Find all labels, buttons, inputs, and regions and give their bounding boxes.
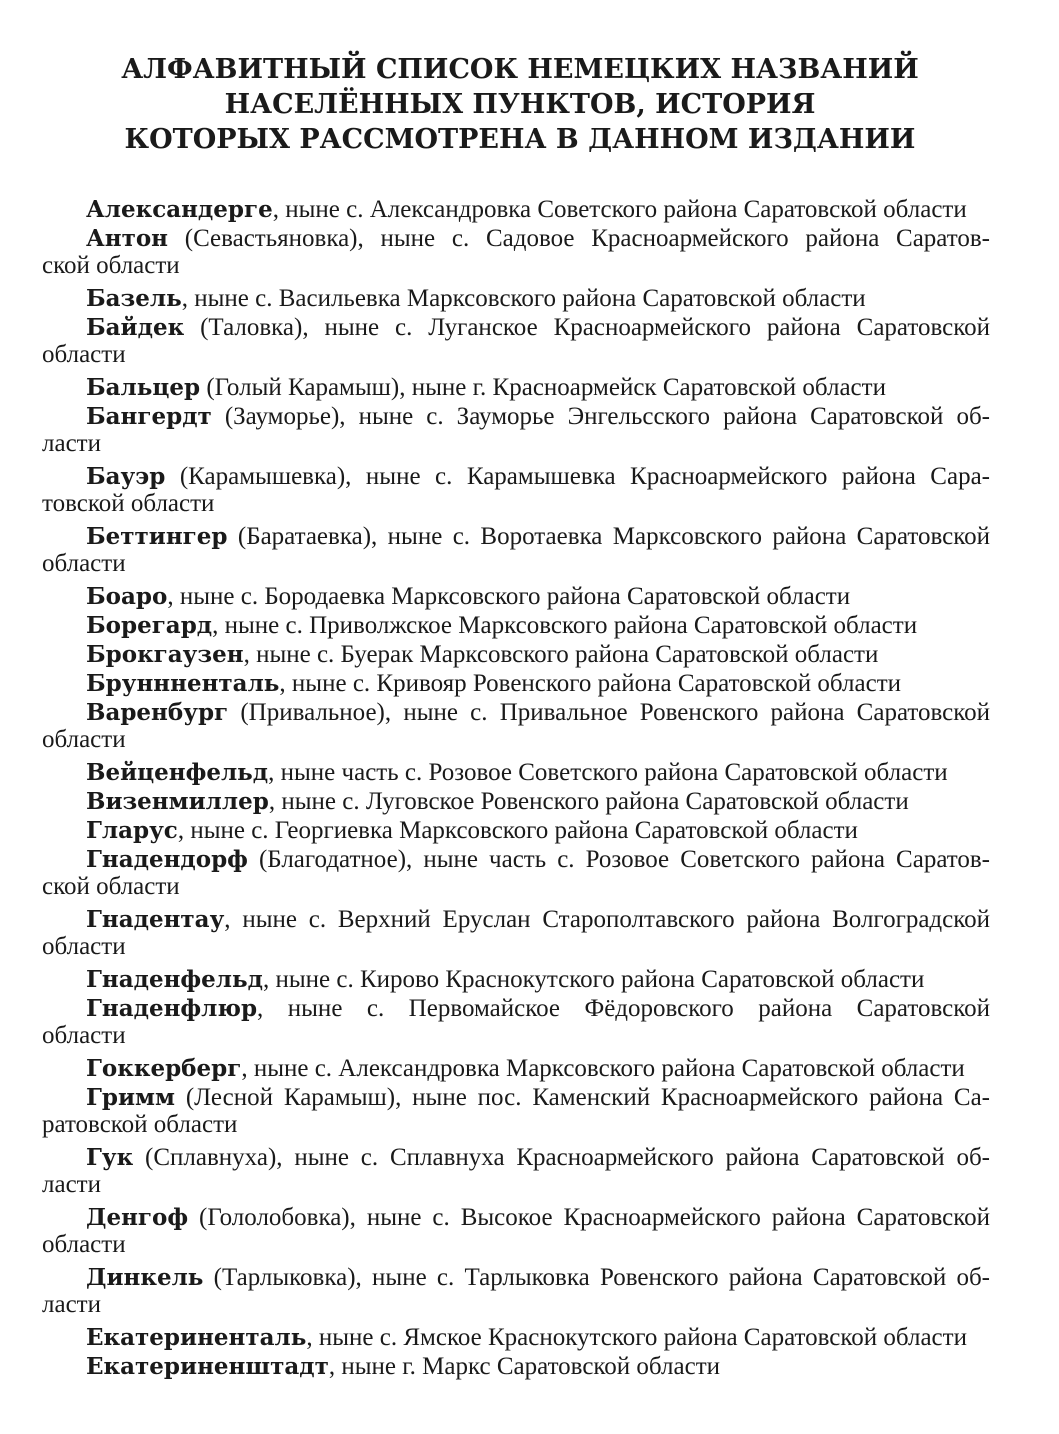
entry-description: , ныне с. Кривояр Ровенского района Саратовской области <box>279 670 901 697</box>
entry-continuation: ратовской области <box>42 1111 238 1138</box>
entry-name: Гоккерберг <box>86 1055 242 1082</box>
entry-continuation: ской области <box>42 252 180 279</box>
entry-line-1 <box>42 1144 990 1171</box>
list-item <box>42 817 990 844</box>
entry-line-1 <box>42 403 990 430</box>
entry-description: (Привальное), ныне с. Привальное Ровенского района Саратовской <box>228 699 990 726</box>
title-line-2: НАСЕЛЁННЫХ ПУНКТОВ, ИСТОРИЯ <box>224 89 816 120</box>
entry-description: , ныне с. Первомайское Фёдоровского района Саратовской <box>257 995 990 1022</box>
entry-line-1 <box>42 670 990 697</box>
entry-line-1 <box>42 612 990 639</box>
entry-continuation: области <box>42 1022 126 1049</box>
entry-line-1 <box>42 463 990 490</box>
entry-continuation: ласти <box>42 1171 101 1198</box>
entry-name: Вейценфельд <box>86 759 269 786</box>
list-item <box>42 225 990 279</box>
list-item <box>42 966 990 993</box>
entry-line-1 <box>42 966 990 993</box>
entry-line-1 <box>42 817 990 844</box>
list-item <box>42 759 990 786</box>
entry-name: Гнадентау <box>86 906 225 933</box>
page-title <box>60 52 980 157</box>
entry-name: Гнаденфлюр <box>86 995 258 1022</box>
entry-description: (Гололобовка), ныне с. Высокое Красноармейского района Саратовской <box>188 1204 990 1231</box>
entry-description: (Таловка), ныне с. Луганское Красноармейского района Саратовской <box>184 314 990 341</box>
entry-continuation: области <box>42 1231 126 1258</box>
entry-line-1 <box>42 906 990 933</box>
entry-continuation: области <box>42 726 126 753</box>
entry-description: , ныне с. Буерак Марксовского района Саратовской области <box>243 641 879 668</box>
entry-line-1 <box>42 1204 990 1231</box>
entry-name: Екатериненштадт <box>86 1353 329 1380</box>
entry-line-1 <box>42 374 990 401</box>
entry-name: Гнадендорф <box>86 846 248 873</box>
entry-description: (Тарлыковка), ныне с. Тарлыковка Ровенского района Саратовской об- <box>203 1264 990 1291</box>
entry-description: (Голый Карамыш), ныне г. Красноармейск Саратовской области <box>200 374 886 401</box>
entry-continuation: ской области <box>42 873 180 900</box>
entry-name: Брокгаузен <box>86 641 244 668</box>
list-item <box>42 374 990 401</box>
list-item <box>42 699 990 753</box>
entry-continuation: ласти <box>42 430 101 457</box>
entry-line-1 <box>42 1055 990 1082</box>
entry-description: (Карамышевка), ныне с. Карамышевка Красноармейского района Сара- <box>165 463 990 490</box>
entry-line-1 <box>42 583 990 610</box>
list-item <box>42 846 990 900</box>
entry-description: , ныне с. Александровка Советского района Саратовской области <box>272 196 967 223</box>
entry-name: Беттингер <box>86 523 228 550</box>
list-item <box>42 1264 990 1318</box>
list-item <box>42 1084 990 1138</box>
entry-name: Александерге <box>86 196 273 223</box>
entry-description: , ныне с. Александровка Марксовского района Саратовской области <box>241 1055 965 1082</box>
entry-name: Гримм <box>86 1084 175 1111</box>
list-item <box>42 612 990 639</box>
list-item <box>42 1353 990 1380</box>
entry-name: Бангердт <box>86 403 212 430</box>
title-line-1: АЛФАВИТНЫЙ СПИСОК НЕМЕЦКИХ НАЗВАНИЙ <box>121 54 919 85</box>
entry-name: Екатериненталь <box>86 1324 307 1351</box>
list-item <box>42 196 990 223</box>
entry-line-1 <box>42 1264 990 1291</box>
entry-continuation: области <box>42 550 126 577</box>
entry-continuation: ласти <box>42 1291 101 1318</box>
entry-continuation: товской области <box>42 490 215 517</box>
entry-line-1 <box>42 196 990 223</box>
entry-name: Боаро <box>86 583 168 610</box>
list-item <box>42 906 990 960</box>
entry-description: (Сплавнуха), ныне с. Сплавнуха Красноармейского района Саратовской об- <box>133 1144 990 1171</box>
list-item <box>42 670 990 697</box>
list-item <box>42 1144 990 1198</box>
entry-name: Антон <box>86 225 168 252</box>
entry-name: Бауэр <box>86 463 166 490</box>
entry-description: , ныне с. Бородаевка Марксовского района Саратовской области <box>167 583 851 610</box>
entry-line-1 <box>42 285 990 312</box>
entry-description: , ныне с. Луговское Ровенского района Саратовской области <box>268 788 909 815</box>
entry-line-1 <box>42 699 990 726</box>
list-item <box>42 641 990 668</box>
list-item <box>42 523 990 577</box>
entry-description: , ныне с. Приволжское Марксовского района Саратовской области <box>212 612 918 639</box>
entry-name: Динкель <box>86 1264 204 1291</box>
settlement-list <box>42 196 990 1382</box>
entry-name: Варенбург <box>86 699 229 726</box>
list-item <box>42 1204 990 1258</box>
entry-name: Борегард <box>86 612 213 639</box>
entry-name: Байдек <box>86 314 185 341</box>
entry-line-1 <box>42 1324 990 1351</box>
entry-continuation: области <box>42 933 126 960</box>
entry-name: Бруннненталь <box>86 670 280 697</box>
entry-description: , ныне с. Верхний Еруслан Старополтавского района Волгоградской <box>224 906 990 933</box>
entry-name: Бальцер <box>86 374 201 401</box>
entry-line-1 <box>42 1084 990 1111</box>
entry-line-1 <box>42 759 990 786</box>
list-item <box>42 1324 990 1351</box>
list-item <box>42 314 990 368</box>
list-item <box>42 995 990 1049</box>
list-item <box>42 583 990 610</box>
title-line-3: КОТОРЫХ РАССМОТРЕНА В ДАННОМ ИЗДАНИИ <box>124 124 916 155</box>
entry-name: Гларус <box>86 817 178 844</box>
entry-line-1 <box>42 1353 990 1380</box>
entry-continuation: области <box>42 341 126 368</box>
entry-name: Гнаденфельд <box>86 966 263 993</box>
entry-name: Базель <box>86 285 182 312</box>
list-item <box>42 463 990 517</box>
entry-line-1 <box>42 846 990 873</box>
list-item <box>42 1055 990 1082</box>
entry-line-1 <box>42 995 990 1022</box>
entry-name: Визенмиллер <box>86 788 269 815</box>
entry-description: (Баратаевка), ныне с. Воротаевка Марксовского района Саратовской <box>227 523 990 550</box>
entry-description: , ныне г. Маркс Саратовской области <box>328 1353 721 1380</box>
entry-description: , ныне с. Васильевка Марксовского района Саратовской области <box>181 285 866 312</box>
entry-line-1 <box>42 641 990 668</box>
list-item <box>42 788 990 815</box>
entry-description: , ныне с. Ямское Краснокутского района Саратовской области <box>306 1324 967 1351</box>
entry-description: , ныне с. Георгиевка Марксовского района Саратовской области <box>177 817 858 844</box>
entry-description: (Лесной Карамыш), ныне пос. Каменский Красноармейского района Са- <box>174 1084 990 1111</box>
entry-description: (Севастьяновка), ныне с. Садовое Красноармейского района Саратов- <box>168 225 990 252</box>
entry-description: (Зауморье), ныне с. Зауморье Энгельсского района Саратовской об- <box>211 403 990 430</box>
entry-description: , ныне часть с. Розовое Советского района Саратовской области <box>268 759 948 786</box>
list-item <box>42 403 990 457</box>
entry-name: Денгоф <box>86 1204 189 1231</box>
entry-description: , ныне с. Кирово Краснокутского района Саратовской области <box>262 966 925 993</box>
entry-description: (Благодатное), ныне часть с. Розовое Советского района Саратов- <box>247 846 990 873</box>
entry-name: Гук <box>86 1144 134 1171</box>
entry-line-1 <box>42 523 990 550</box>
entry-line-1 <box>42 788 990 815</box>
entry-line-1 <box>42 314 990 341</box>
list-item <box>42 285 990 312</box>
entry-line-1 <box>42 225 990 252</box>
